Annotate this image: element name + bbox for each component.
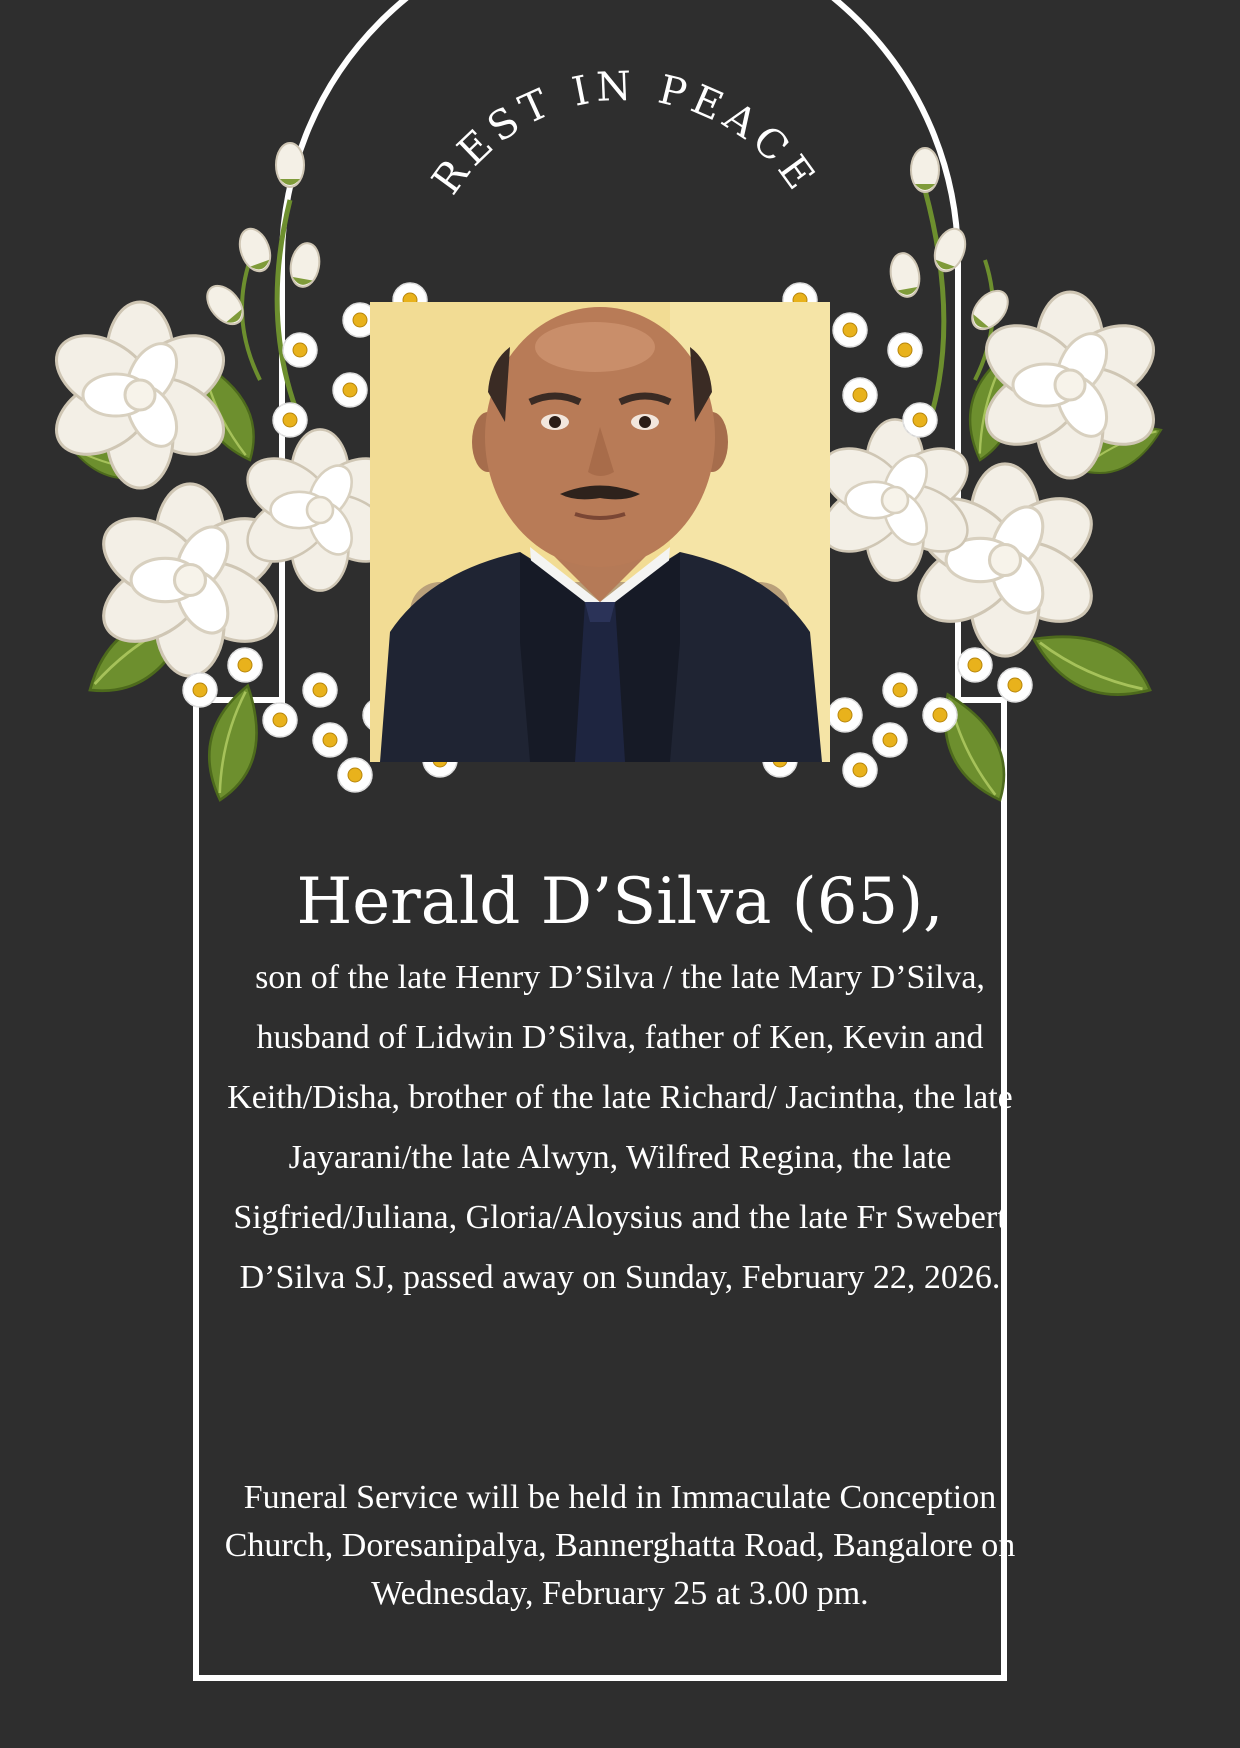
arch-title-text: REST IN PEACE [423,63,827,203]
obituary-bio: son of the late Henry D’Silva / the late Mary D’Silva, husband of Lidwin D’Silva, father of Ken, Kevin and Keith/Disha, brother of the late Richard/ Jacintha, the late Jayarani/the late Alwyn, Wilfred Regina, the late Sigfried/Juliana, Gloria/Aloysius and the late Fr Swebert D’Silva SJ, passed away on Sunday, February 22, 2026. [227,959,1013,1296]
jasmine-bud-icon [887,251,922,299]
daisy-icon [228,648,262,682]
daisy-icon [833,313,867,347]
daisy-icon [333,373,367,407]
daisy-icon [303,673,337,707]
daisy-icon [828,698,862,732]
portrait-illustration [370,302,830,762]
arch-title [424,63,827,202]
daisy-icon [283,333,317,367]
daisy-icon [998,668,1032,702]
jasmine-bud-icon [234,225,275,276]
daisy-icon [923,698,957,732]
daisy-icon [888,333,922,367]
daisy-icon [873,723,907,757]
daisy-icon [263,703,297,737]
portrait-photo [370,302,830,762]
jasmine-bud-icon [276,143,304,187]
jasmine-bud-icon [911,148,939,192]
daisy-icon [313,723,347,757]
leaf-icon [1025,611,1159,717]
daisy-icon [958,648,992,682]
daisy-icon [883,673,917,707]
jasmine-bud-icon [287,241,322,289]
daisy-icon [183,673,217,707]
deceased-name: Herald D’Silva (65), [296,865,944,939]
funeral-service-details: Funeral Service will be held in Immaculate Conception Church, Doresanipalya, Bannerghatta Road, Bangalore on Wednesday, February 25 at 3.00 pm. [224,1479,1016,1612]
daisy-icon [843,378,877,412]
daisy-icon [338,758,372,792]
daisy-icon [903,403,937,437]
daisy-icon [843,753,877,787]
daisy-icon [273,403,307,437]
